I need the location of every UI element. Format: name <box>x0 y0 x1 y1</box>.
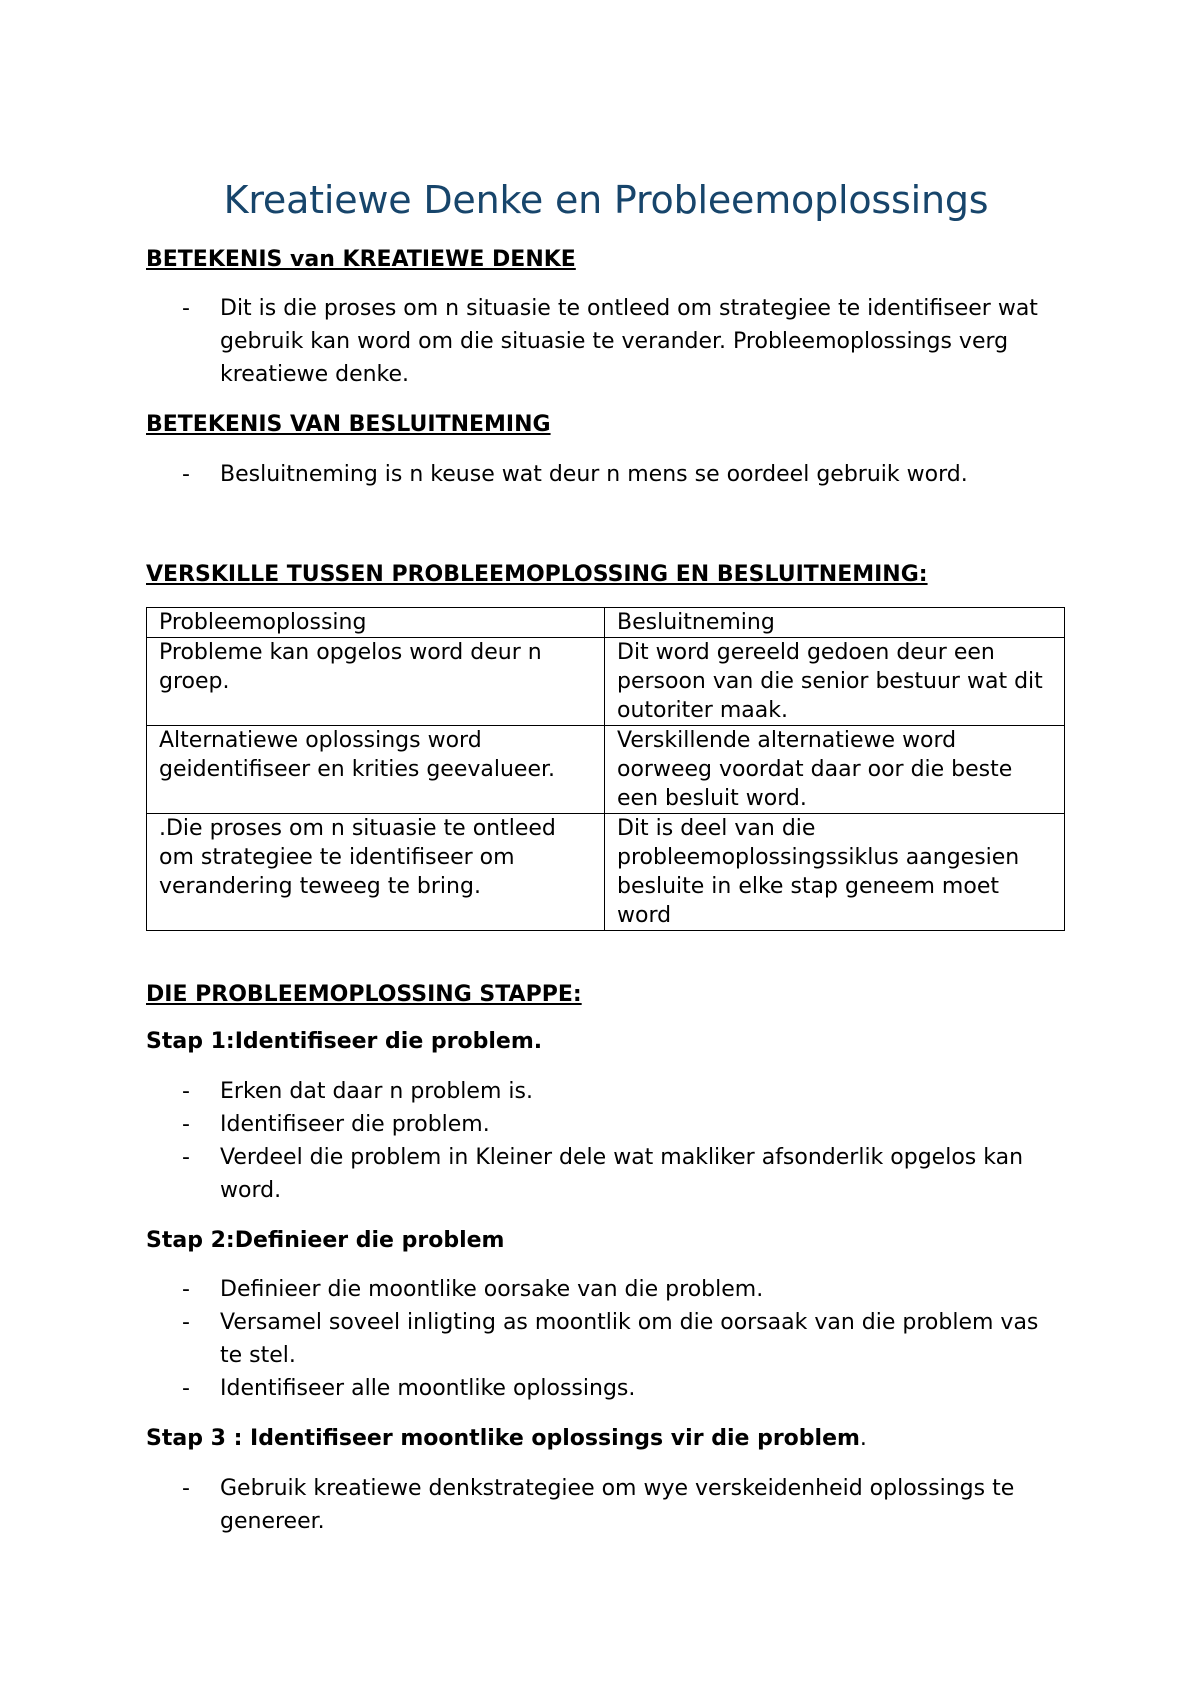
step-1-title: Stap 1:Identifiseer die problem. <box>146 1028 543 1054</box>
list-item: - Identifiseer alle moontlike oplossings. <box>146 1372 1066 1405</box>
table-row <box>147 638 1065 726</box>
section-heading-besluitneming: BETEKENIS VAN BESLUITNEMING <box>146 412 551 438</box>
dash-bullet: - <box>182 1144 190 1170</box>
list-item: - Besluitneming is n keuse wat deur n mens se oordeel gebruik word. <box>146 458 1066 491</box>
dash-bullet: - <box>182 1078 190 1104</box>
table-header-row <box>147 608 1065 638</box>
kreatiewe-denke-list <box>146 292 1066 391</box>
table-cell: .Die proses om n situasie te ontleed om strategiee te identifiseer om verandering teweeg te bring. <box>147 814 605 931</box>
list-item: - Erken dat daar n problem is. <box>146 1075 1066 1108</box>
table-cell: Alternatiewe oplossings word geidentifiseer en krities geevalueer. <box>147 726 605 814</box>
dash-bullet: - <box>182 1111 190 1137</box>
table-cell: Verskillende alternatiewe word oorweeg voordat daar oor die beste een besluit word. <box>605 726 1065 814</box>
section-heading-verskille: VERSKILLE TUSSEN PROBLEEMOPLOSSING EN BESLUITNEMING: <box>146 561 928 587</box>
step-3-title: Stap 3 : Identifiseer moontlike oplossings vir die problem. <box>146 1426 867 1452</box>
dash-bullet: - <box>182 1310 190 1336</box>
dash-bullet: - <box>182 1376 190 1402</box>
dash-bullet: - <box>182 461 190 487</box>
table-cell: Dit word gereeld gedoen deur een persoon van die senior bestuur wat dit outoriter maak. <box>605 638 1065 726</box>
comparison-table <box>146 607 1065 931</box>
dash-bullet: - <box>182 1475 190 1501</box>
list-item: - Dit is die proses om n situasie te ontleed om strategiee te identifiseer wat gebruik kan word om die situasie te verander. Probleemoplossings verg kreatiewe denke. <box>146 292 1066 391</box>
list-item: - Verdeel die problem in Kleiner dele wat makliker afsonderlik opgelos kan word. <box>146 1141 1066 1207</box>
section-heading-stappe: DIE PROBLEEMOPLOSSING STAPPE: <box>146 982 582 1008</box>
dash-bullet: - <box>182 1277 190 1303</box>
document-page <box>146 178 1066 1558</box>
table-row <box>147 814 1065 931</box>
page-title: Kreatiewe Denke en Probleemoplossings <box>223 178 989 222</box>
dash-bullet: - <box>182 296 190 322</box>
list-item: - Definieer die moontlike oorsake van die problem. <box>146 1273 1066 1306</box>
table-row <box>147 726 1065 814</box>
list-item: - Versamel soveel inligting as moontlik om die oorsaak van die problem vas te stel. <box>146 1306 1066 1372</box>
step-3-list <box>146 1472 1066 1538</box>
besluitneming-list <box>146 458 1066 491</box>
step-1-list <box>146 1075 1066 1207</box>
table-cell: Probleme kan opgelos word deur n groep. <box>147 638 605 726</box>
table-header-cell: Probleemoplossing <box>147 608 605 638</box>
list-item: - Gebruik kreatiewe denkstrategiee om wye verskeidenheid oplossings te genereer. <box>146 1472 1066 1538</box>
table-cell: Dit is deel van die probleemoplossingssiklus aangesien besluite in elke stap geneem moet word <box>605 814 1065 931</box>
step-2-list <box>146 1273 1066 1405</box>
step-2-title: Stap 2:Definieer die problem <box>146 1227 505 1253</box>
section-heading-kreatiewe-denke: BETEKENIS van KREATIEWE DENKE <box>146 246 576 272</box>
list-item: - Identifiseer die problem. <box>146 1108 1066 1141</box>
table-header-cell: Besluitneming <box>605 608 1065 638</box>
